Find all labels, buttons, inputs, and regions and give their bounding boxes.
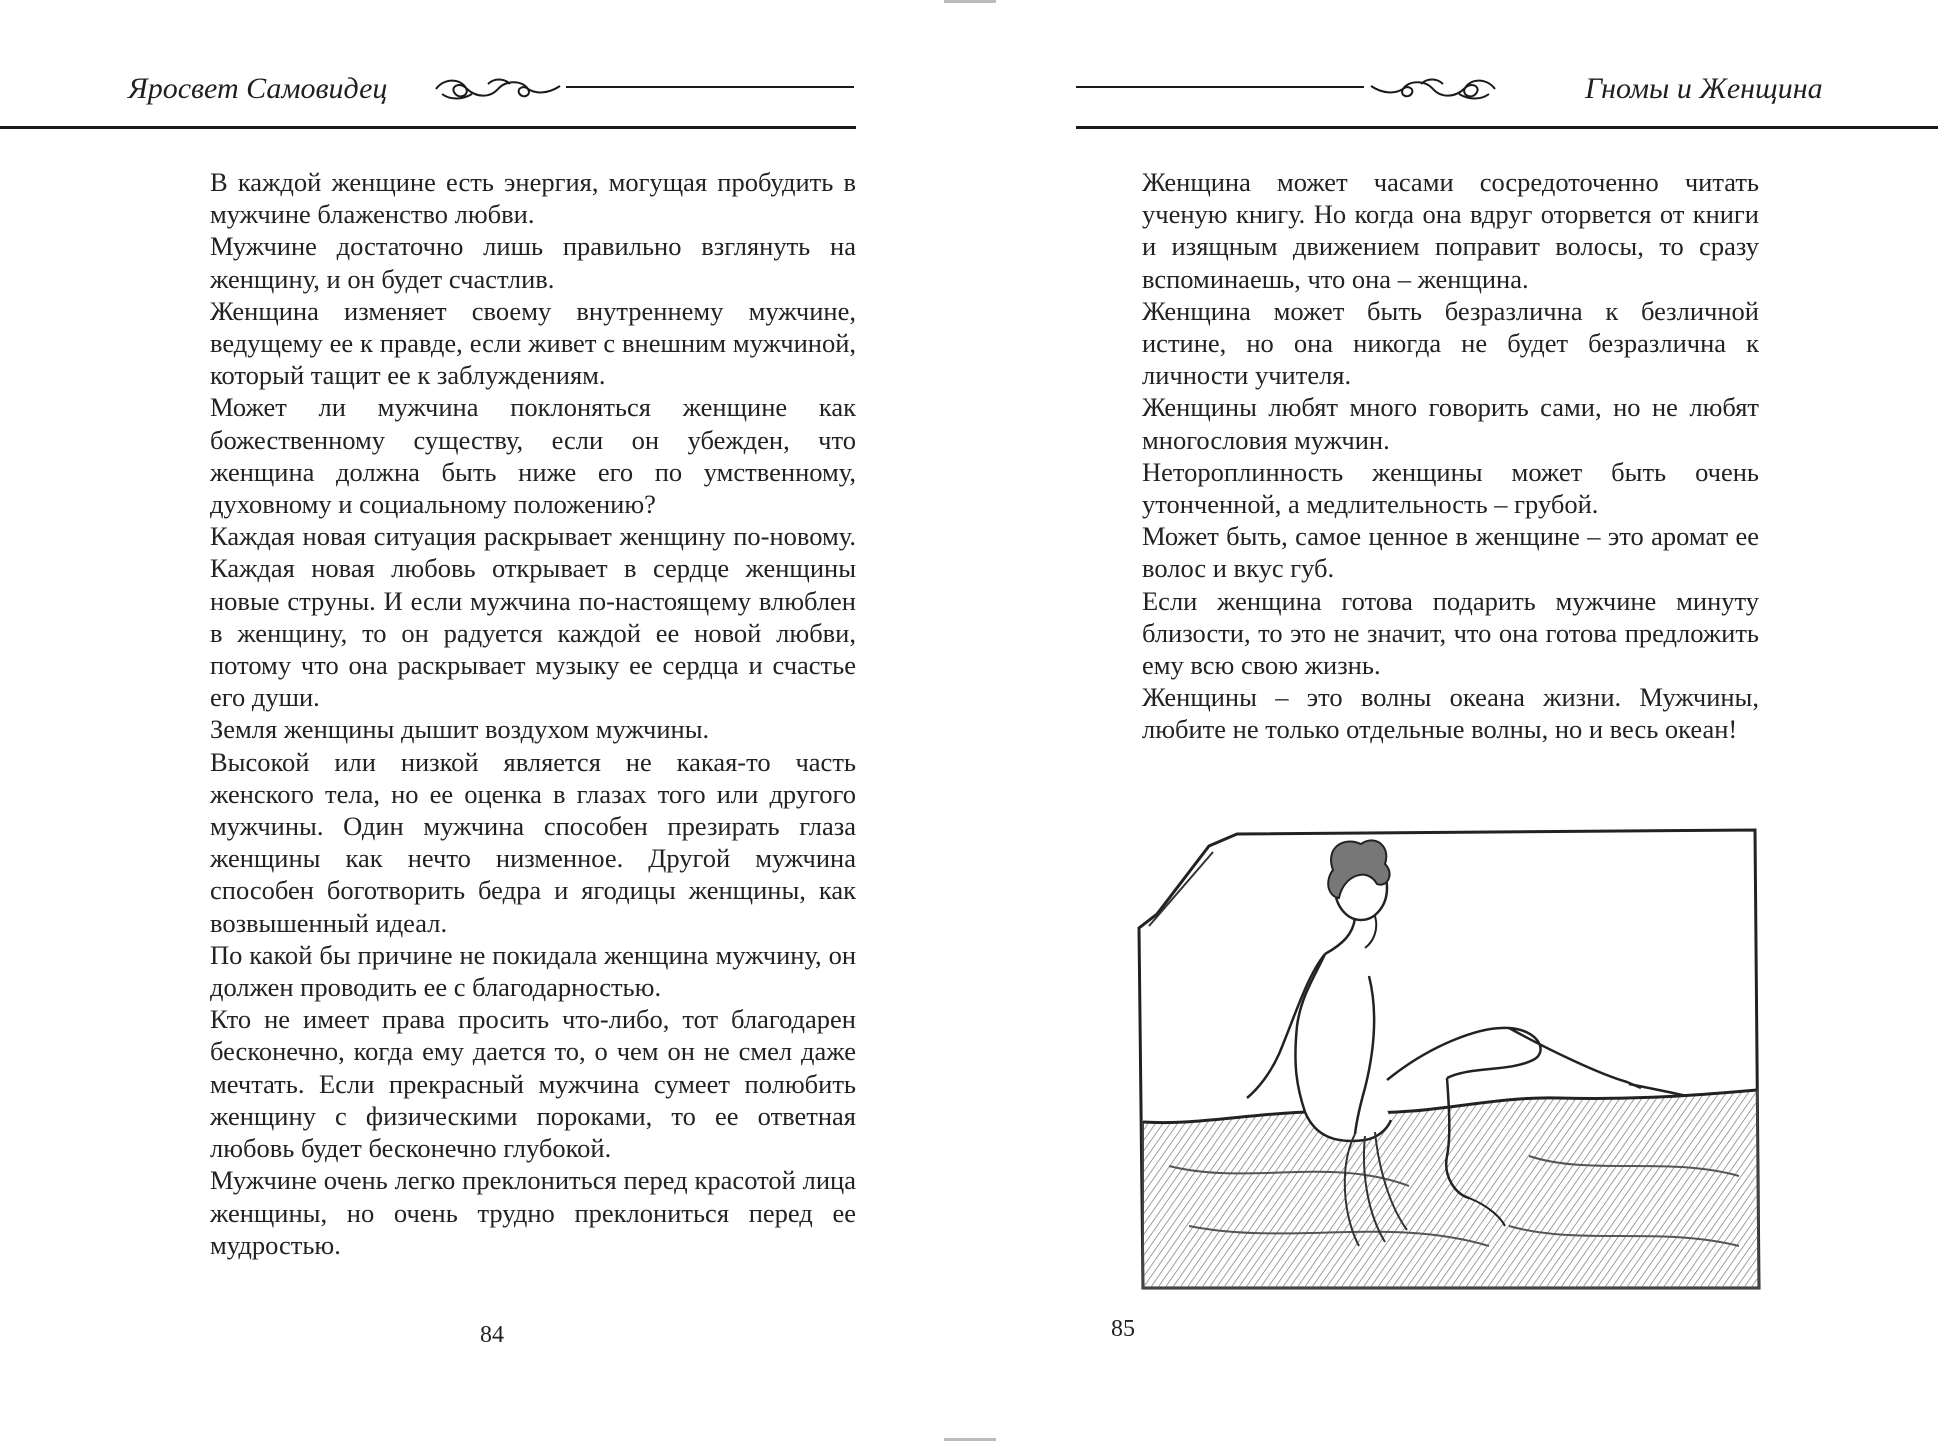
right-page [969, 0, 1938, 1441]
flourish-ornament-icon [1367, 72, 1499, 106]
paragraph: Если женщина готова подарить мужчине минуту близости, то это не значит, что она готова предложить ему всю свою жизнь. [1142, 585, 1759, 681]
page-number: 84 [480, 1322, 504, 1348]
paragraph: Может быть, самое ценное в женщине – это аромат ее волос и вкус губ. [1142, 521, 1759, 584]
paragraph: Земля женщины дышит воздухом мужчины. [210, 714, 710, 745]
page-number: 85 [1111, 1316, 1135, 1342]
paragraph: Женщина изменяет своему внутреннему мужчине, ведущему ее к правде, если живет с внешним мужчиной, который тащит ее к заблуждениям. [210, 295, 856, 391]
paragraph: Мужчине достаточно лишь правильно взглянуть на женщину, и он будет счастлив. [210, 231, 856, 294]
paragraph: Женщина может быть безразлична к безличной истине, но она никогда не будет безразлична к личности учителя. [1142, 295, 1759, 391]
flourish-ornament-icon [432, 72, 564, 106]
running-head-title: Гномы и Женщина [1585, 72, 1823, 105]
paragraph: Кто не имеет права просить что-либо, тот благодарен бесконечно, когда ему дается то, о чем он не смел даже мечтать. Если прекрасный мужчина сумеет полюбить женщину с физическими пороками, то ее ответная любовь будет бесконечно глубокой. [210, 1004, 856, 1164]
paragraph: По какой бы причине не покидала женщина мужчину, он должен проводить ее с благодарностью. [210, 939, 856, 1003]
seated-woman-drawing [1129, 826, 1761, 1296]
header-rule [0, 126, 856, 129]
paragraph: Женщины любят много говорить сами, но не любят многословия мужчин. [1142, 392, 1759, 455]
running-head-author: Яросвет Самовидец [128, 72, 388, 105]
paragraph: Высокой или низкой является не какая-то часть женского тела, но ее оценка в глазах того или другого мужчины. Один мужчина способен презирать глаза женщины как нечто низменное. Другой мужчина способен боготворить бедра и ягодицы женщины, как возвышенный идеал. [210, 746, 856, 938]
paragraph: В каждой женщине есть энергия, могущая пробудить в мужчине блаженство любви. [210, 167, 856, 230]
header-rule-short [1076, 86, 1364, 88]
left-page-body [210, 166, 856, 1261]
header-rule-short [566, 86, 854, 88]
gutter-mark [944, 0, 996, 3]
paragraph: Может ли мужчина поклоняться женщине как божественному существу, если он убежден, что женщина должна быть ниже его по умственному, духовному и социальному положению? [210, 392, 856, 520]
paragraph: Мужчине очень легко преклониться перед красотой лица женщины, но очень трудно преклониться перед ее мудростью. [210, 1165, 856, 1260]
paragraph: Женщины – это волны океана жизни. Мужчины, любите не только отдельные волны, но и весь океан! [1142, 682, 1759, 745]
paragraph: Каждая новая ситуация раскрывает женщину по-новому. Каждая новая любовь открывает в сердце женщины новые струны. И если мужчина по-настоящему влюблен в женщину, то он радуется каждой ее новой любви, потому что она раскрывает музыку ее сердца и счастье его души. [210, 521, 856, 713]
header-rule [1076, 126, 1938, 129]
paragraph: Нетороплинность женщины может быть очень утонченной, а медлительность – грубой. [1142, 456, 1759, 520]
paragraph: Женщина может часами сосредоточенно читать ученую книгу. Но когда она вдруг оторвется от книги и изящным движением поправит волосы, то сразу вспоминаешь, что она – женщина. [1142, 167, 1759, 294]
right-page-body [1142, 166, 1759, 746]
